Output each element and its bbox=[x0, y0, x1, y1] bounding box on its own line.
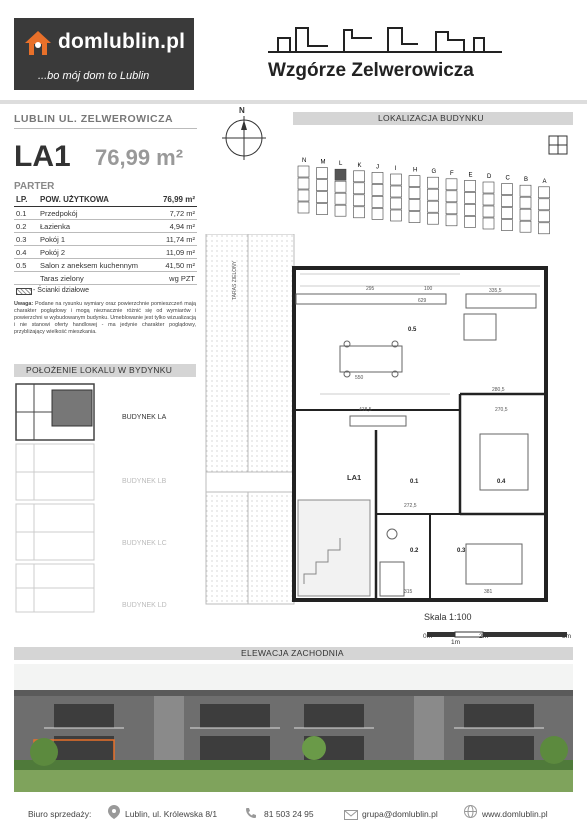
site-building-m bbox=[317, 160, 328, 215]
disclaimer-text: Podane na rysunku wymiary oraz powierzchnie pomieszczeń mają charakter poglądowy i mogą nieznacznie różnić się od wymiarów i powierzchni w wybudowanym budynku. Umeblowanie jest tylko wizualizacją i nie stanowi oferty handlowej - ma jedynie charakter poglądowy, przybliżający wielkość mieszkania. bbox=[14, 301, 196, 335]
dim-418: 418,5 bbox=[359, 407, 372, 413]
scale-tick-5: 5m bbox=[562, 633, 572, 640]
site-building-l bbox=[335, 161, 346, 216]
site-building-a bbox=[539, 179, 550, 234]
west-elevation-title: ELEWACJA ZACHODNIA bbox=[241, 648, 344, 658]
row-area: 11,74 m² bbox=[155, 233, 197, 246]
site-letter-b: B bbox=[524, 177, 529, 184]
partition-legend-swatch bbox=[16, 288, 32, 295]
footer bbox=[0, 801, 587, 830]
unit-position-title: POŁOŻENIE LOKALU W BYDYNKU bbox=[26, 365, 173, 375]
site-building-f bbox=[446, 171, 457, 226]
room-01-label: 0.1 bbox=[410, 479, 419, 485]
site-building-d bbox=[483, 174, 494, 229]
site-letter-e: E bbox=[468, 172, 473, 179]
row-name: Pokój 1 bbox=[38, 233, 155, 246]
scale-tick-0: 0m bbox=[423, 633, 433, 640]
row-lp: 0.3 bbox=[14, 233, 38, 246]
site-building-c bbox=[502, 176, 513, 231]
room-05-label: 0.5 bbox=[408, 327, 417, 333]
rooms-table-header bbox=[14, 193, 197, 207]
footer-email[interactable]: grupa@domlublin.pl bbox=[362, 809, 438, 819]
table-row bbox=[14, 272, 197, 285]
site-building-g bbox=[428, 169, 439, 224]
scale-label: Skala 1:100 bbox=[424, 612, 472, 622]
terrace-label: TARAS ZIELONY bbox=[232, 260, 238, 300]
table-row bbox=[14, 233, 197, 246]
site-letter-c: C bbox=[505, 175, 510, 182]
site-building-j bbox=[372, 164, 383, 219]
row-lp: 0.5 bbox=[14, 259, 38, 272]
row-area: 11,09 m² bbox=[155, 246, 197, 259]
site-letter-j: J bbox=[376, 164, 379, 171]
site-building-h bbox=[409, 168, 420, 223]
logo-text: domlublin.pl bbox=[58, 30, 186, 53]
footer-address: Lublin, ul. Królewska 8/1 bbox=[125, 809, 218, 819]
site-letter-a: A bbox=[542, 178, 547, 185]
building-label-lc: BUDYNEK LC bbox=[122, 540, 167, 547]
row-area: 41,50 m² bbox=[155, 259, 197, 272]
scale-bar bbox=[427, 626, 572, 644]
table-row bbox=[14, 220, 197, 233]
building-location-title: LOKALIZACJA BUDYNKU bbox=[378, 113, 484, 123]
footer-office-label: Biuro sprzedaży: bbox=[28, 809, 92, 819]
row-name: Przedpokój bbox=[38, 207, 155, 220]
dim-100: 100 bbox=[424, 286, 433, 292]
dim-315: 315 bbox=[404, 589, 413, 595]
site-building-e bbox=[465, 172, 476, 227]
site-letter-m: M bbox=[320, 159, 326, 166]
dim-295: 295 bbox=[366, 286, 375, 292]
row-name: Salon z aneksem kuchennym bbox=[38, 259, 155, 272]
apartment-area: 76,99 m² bbox=[95, 145, 184, 170]
site-letter-g: G bbox=[431, 169, 437, 176]
logo-tagline: ...bo mój dom to Lublin bbox=[38, 70, 150, 82]
site-building-b bbox=[520, 177, 531, 232]
table-row bbox=[14, 259, 197, 272]
site-plan-map bbox=[290, 150, 570, 241]
site-letter-i: I bbox=[394, 166, 397, 172]
globe-icon bbox=[464, 805, 477, 823]
site-building-k bbox=[354, 163, 365, 218]
apartment-code: LA1 bbox=[14, 140, 71, 173]
unit-plan-label: LA1 bbox=[347, 473, 362, 482]
building-label-la: BUDYNEK LA bbox=[122, 414, 167, 421]
rooms-table bbox=[14, 193, 197, 285]
scale-tick-1: 1m bbox=[451, 639, 461, 646]
building-label-ld: BUDYNEK LD bbox=[122, 602, 167, 609]
dim-335: 335,5 bbox=[489, 288, 502, 294]
building-label-lb: BUDYNEK LB bbox=[122, 478, 167, 485]
partition-note: - Ścianki działowe bbox=[33, 287, 90, 294]
row-area: wg PZT bbox=[155, 272, 197, 285]
table-row bbox=[14, 246, 197, 259]
site-letter-f: F bbox=[450, 170, 454, 177]
elevation-render bbox=[14, 664, 573, 797]
dim-270: 270,5 bbox=[495, 407, 508, 413]
floor-plan bbox=[200, 234, 575, 615]
disclaimer bbox=[14, 301, 196, 336]
disclaimer-bold: Uwaga: bbox=[14, 301, 34, 307]
floor-label: PARTER bbox=[14, 181, 55, 192]
site-building-i bbox=[391, 166, 402, 221]
project-logo-icon bbox=[268, 24, 502, 63]
row-name: Łazienka bbox=[38, 220, 155, 233]
row-area: 4,94 m² bbox=[155, 220, 197, 233]
site-letter-h: H bbox=[413, 167, 418, 174]
location-underline bbox=[14, 128, 197, 129]
room-02-label: 0.2 bbox=[410, 548, 419, 554]
project-title: Wzgórze Zelwerowicza bbox=[268, 60, 474, 81]
phone-icon bbox=[245, 806, 257, 824]
site-plan-north-icon bbox=[548, 135, 568, 160]
site-letter-d: D bbox=[487, 174, 492, 180]
dim-550: 550 bbox=[355, 375, 364, 381]
dim-272: 272,5 bbox=[404, 503, 417, 509]
email-icon bbox=[344, 807, 358, 825]
row-lp: 0.2 bbox=[14, 220, 38, 233]
site-letter-l: L bbox=[339, 161, 343, 168]
location-line: LUBLIN UL. ZELWEROWICZA bbox=[14, 113, 174, 125]
footer-website[interactable]: www.domlublin.pl bbox=[482, 809, 548, 819]
row-area: 7,72 m² bbox=[155, 207, 197, 220]
location-pin-icon bbox=[108, 805, 120, 824]
row-name: Pokój 2 bbox=[38, 246, 155, 259]
col-lp: LP. bbox=[14, 193, 38, 207]
room-03-label: 0.3 bbox=[457, 548, 466, 554]
building-stack-drawing bbox=[14, 382, 96, 619]
col-name: POW. UŻYTKOWA bbox=[38, 193, 155, 207]
dim-280: 280,5 bbox=[492, 387, 505, 393]
scale-tick-2: 2m bbox=[479, 633, 489, 640]
dim-381: 381 bbox=[484, 589, 493, 595]
compass-label: N bbox=[239, 106, 245, 115]
row-lp bbox=[14, 272, 38, 285]
room-04-label: 0.4 bbox=[497, 479, 506, 485]
header-divider bbox=[0, 100, 587, 104]
col-area: 76,99 m² bbox=[155, 193, 197, 207]
dim-629: 629 bbox=[418, 298, 427, 304]
house-logo-icon bbox=[24, 30, 52, 61]
site-letter-n: N bbox=[302, 158, 307, 164]
site-letter-k: K bbox=[357, 162, 362, 169]
site-building-n bbox=[298, 158, 309, 213]
table-row bbox=[14, 207, 197, 220]
row-lp: 0.4 bbox=[14, 246, 38, 259]
row-name: Taras zielony bbox=[38, 272, 155, 285]
footer-phone: 81 503 24 95 bbox=[264, 809, 314, 819]
row-lp: 0.1 bbox=[14, 207, 38, 220]
compass-icon bbox=[222, 116, 266, 165]
